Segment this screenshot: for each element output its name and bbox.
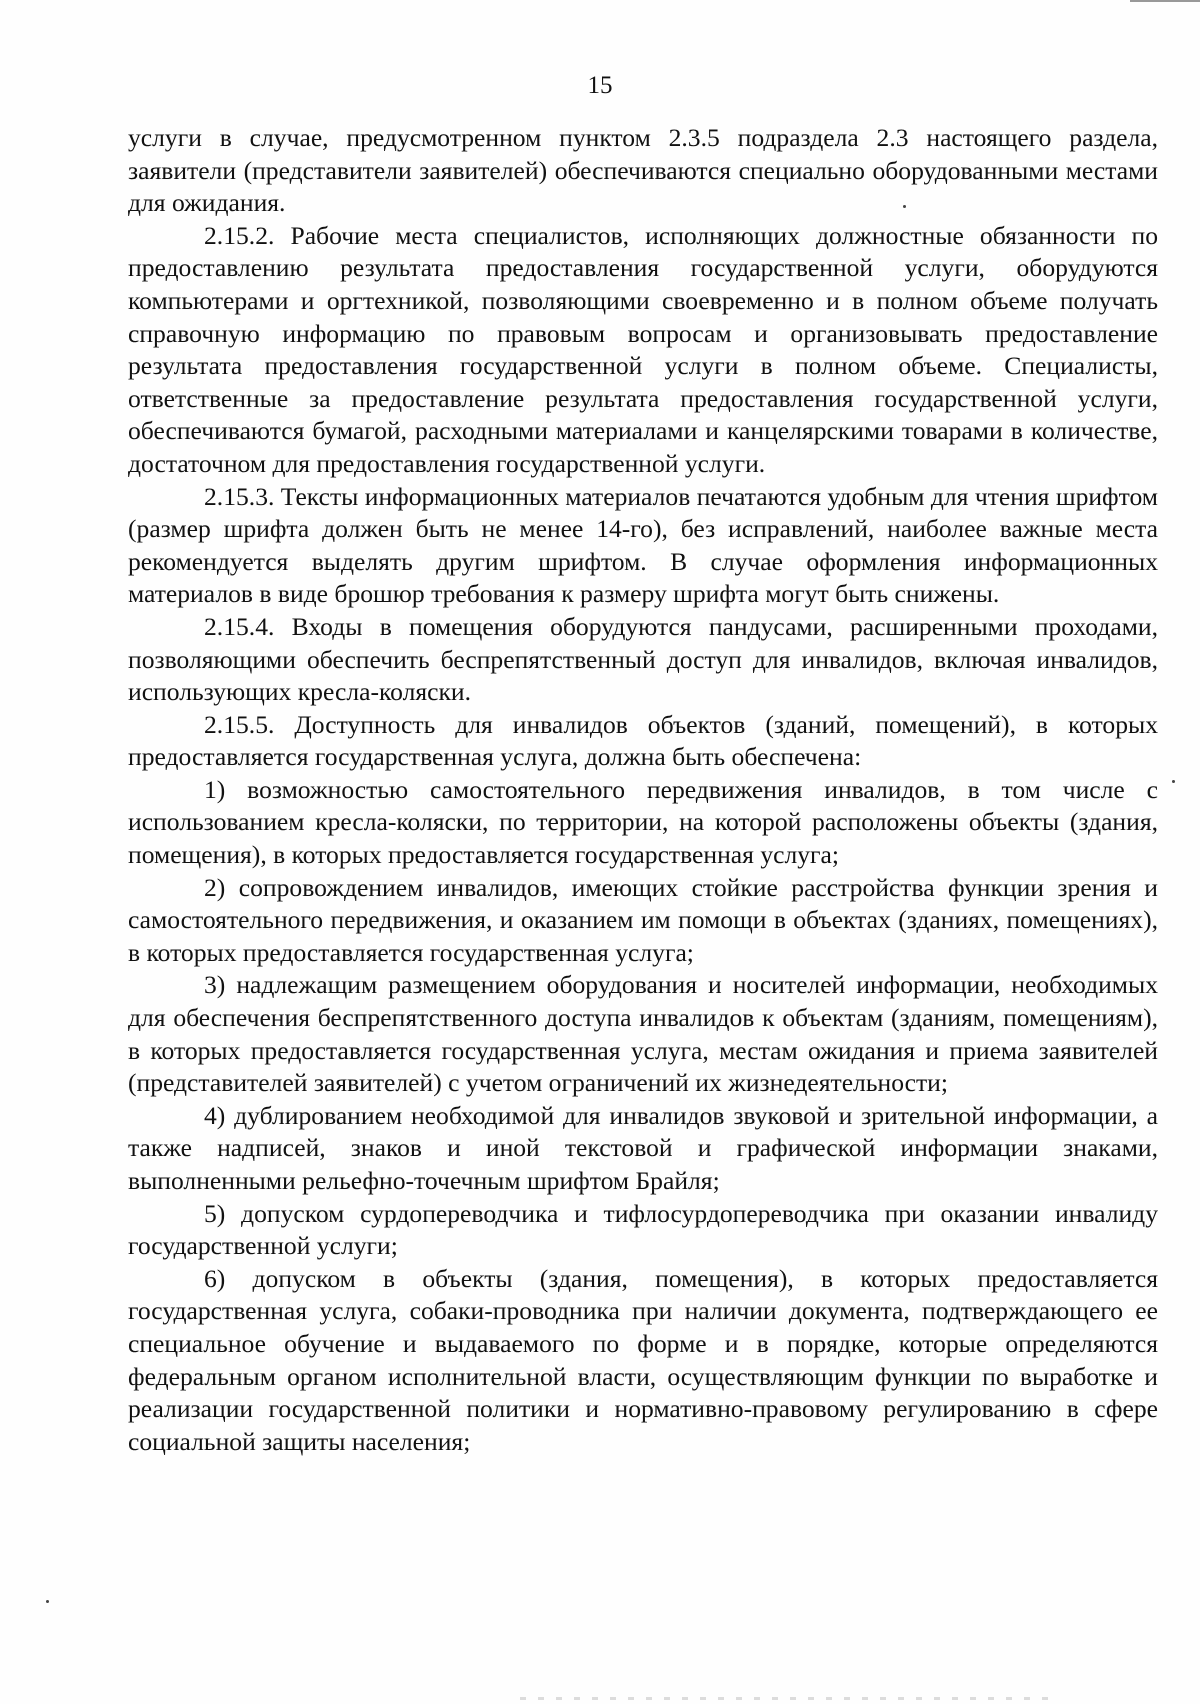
scan-edge-mark [520, 1697, 1060, 1700]
page-number: 15 [587, 72, 613, 99]
paragraph-2-15-3: 2.15.3. Тексты информационных материалов печатаются удобным для чтения шрифтом (размер шрифта должен быть не менее 14-го), без исправлений, наиболее важные места рекомендуется выделять другим шрифтом. В случае оформления информационных материалов в виде брошюр требования к размеру шрифта могут быть снижены. [128, 481, 1158, 609]
list-item-1: 1) возможностью самостоятельного передвижения инвалидов, в том числе с использованием кресла-коляски, по территории, на которой расположены объекты (здания, помещения), в которых предоставляется государственная услуга; [128, 774, 1158, 870]
list-item-5: 5) допуском сурдопереводчика и тифлосурдопереводчика при оказании инвалиду государственной услуги; [128, 1198, 1158, 1261]
list-item-2: 2) сопровождением инвалидов, имеющих стойкие расстройства функции зрения и самостоятельного передвижения, и оказанием им помощи в объектах (зданиях, помещениях), в которых предоставляется государственная услуга; [128, 872, 1158, 967]
scan-speck [903, 205, 906, 208]
paragraph-2-15-5: 2.15.5. Доступность для инвалидов объектов (зданий, помещений), в которых предоставляется государственная услуга, должна быть обеспечена: [128, 709, 1158, 772]
list-item-4: 4) дублированием необходимой для инвалидов звуковой и зрительной информации, а также надписей, знаков и иной текстовой и графической информации знаками, выполненными рельефно-точечным шрифтом Брайля; [128, 1100, 1158, 1195]
scan-speck [1172, 780, 1175, 783]
scan-edge-mark [1130, 0, 1200, 2]
paragraph-2-15-4: 2.15.4. Входы в помещения оборудуются пандусами, расширенными проходами, позволяющими обеспечить беспрепятственный доступ для инвалидов, включая инвалидов, использующих кресла-коляски. [128, 611, 1158, 707]
scan-speck [46, 1600, 49, 1603]
paragraph-continuation: услуги в случае, предусмотренном пунктом 2.3.5 подраздела 2.3 настоящего раздела, заявители (представители заявителей) обеспечиваются специально оборудованными местами для ожидания. [128, 123, 1158, 218]
list-item-3: 3) надлежащим размещением оборудования и носителей информации, необходимых для обеспечения беспрепятственного доступа инвалидов к объектам (зданиям, помещениям), в которых предоставляется государственная услуга, местам ожидания и приема заявителей (представителей заявителей) с учетом ограничений их жизнедеятельности; [128, 970, 1158, 1098]
list-item-6: 6) допуском в объекты (здания, помещения), в которых предоставляется государственная услуга, собаки-проводника при наличии документа, подтверждающего ее специальное обучение и выдаваемого по форме и в порядке, которые определяются федеральным органом исполнительной власти, осуществляющим функции по выработке и реализации государственной политики и нормативно-правовому регулированию в сфере социальной защиты населения; [128, 1263, 1158, 1456]
document-body [128, 122, 1158, 1458]
paragraph-2-15-2: 2.15.2. Рабочие места специалистов, исполняющих должностные обязанности по предоставлению результата предоставления государственной услуги, оборудуются компьютерами и оргтехникой, позволяющими своевременно и в полном объеме получать справочную информацию по правовым вопросам и организовывать предоставление результата предоставления государственной услуги в полном объеме. Специалисты, ответственные за предоставление результата предоставления государственной услуги, обеспечиваются бумагой, расходными материалами и канцелярскими товарами в количестве, достаточном для предоставления государственной услуги. [128, 220, 1158, 478]
